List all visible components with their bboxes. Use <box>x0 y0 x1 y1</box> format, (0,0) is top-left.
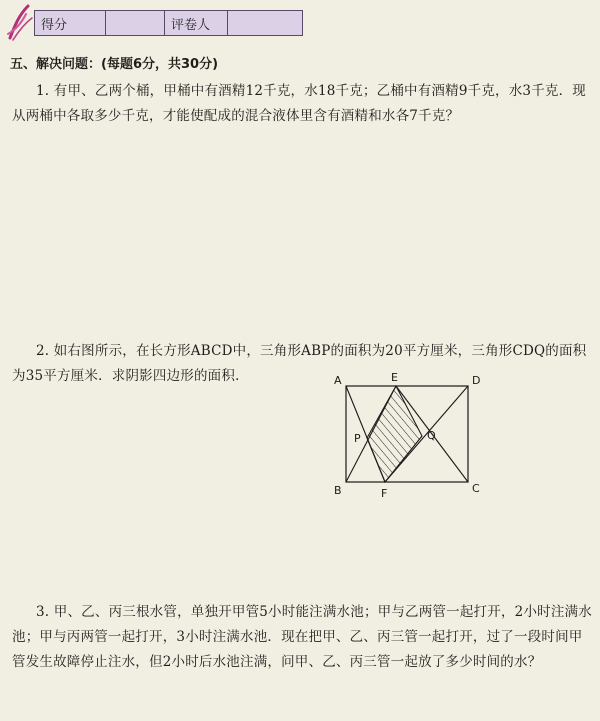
score-cell[interactable] <box>106 11 165 36</box>
question-3: 3. 甲、乙、丙三根水管，单独开甲管5小时能注满水池；甲与乙两管一起打开，2小时注满水池；甲与丙两管一起打开，3小时注满水池．现在把甲、乙、丙三管一起打开，过了一段时间甲管发生故障停止注水，但2小时后水池注满，问甲、乙、丙三管一起放了多少时间的水？ <box>12 604 592 670</box>
shaded-quadrilateral <box>367 386 422 482</box>
label-a: A <box>334 374 342 387</box>
label-e: E <box>391 371 398 384</box>
label-d: D <box>472 374 481 387</box>
rectangle-abcd-figure <box>326 366 496 500</box>
label-q: Q <box>427 429 436 442</box>
label-c: C <box>472 482 480 495</box>
decorative-pen-icon <box>6 2 34 42</box>
label-p: P <box>354 432 361 445</box>
question-1: 1. 有甲、乙两个桶，甲桶中有酒精12千克，水18千克；乙桶中有酒精9千克，水3千克．现从两桶中各取多少千克，才能使配成的混合液体里含有酒精和水各7千克？ <box>12 83 587 124</box>
grader-cell[interactable] <box>228 11 303 36</box>
label-b: B <box>334 484 342 497</box>
grader-label: 评卷人 <box>165 11 228 36</box>
score-label: 得分 <box>35 11 106 36</box>
question-2: 2. 如右图所示，在长方形ABCD中，三角形ABP的面积为20平方厘米，三角形CDQ的面积为35平方厘米．求阴影四边形的面积． <box>12 343 587 384</box>
label-f: F <box>381 487 388 500</box>
section-title: 五、解决问题：(每题6分，共30分) <box>10 57 219 72</box>
score-box <box>34 10 303 36</box>
